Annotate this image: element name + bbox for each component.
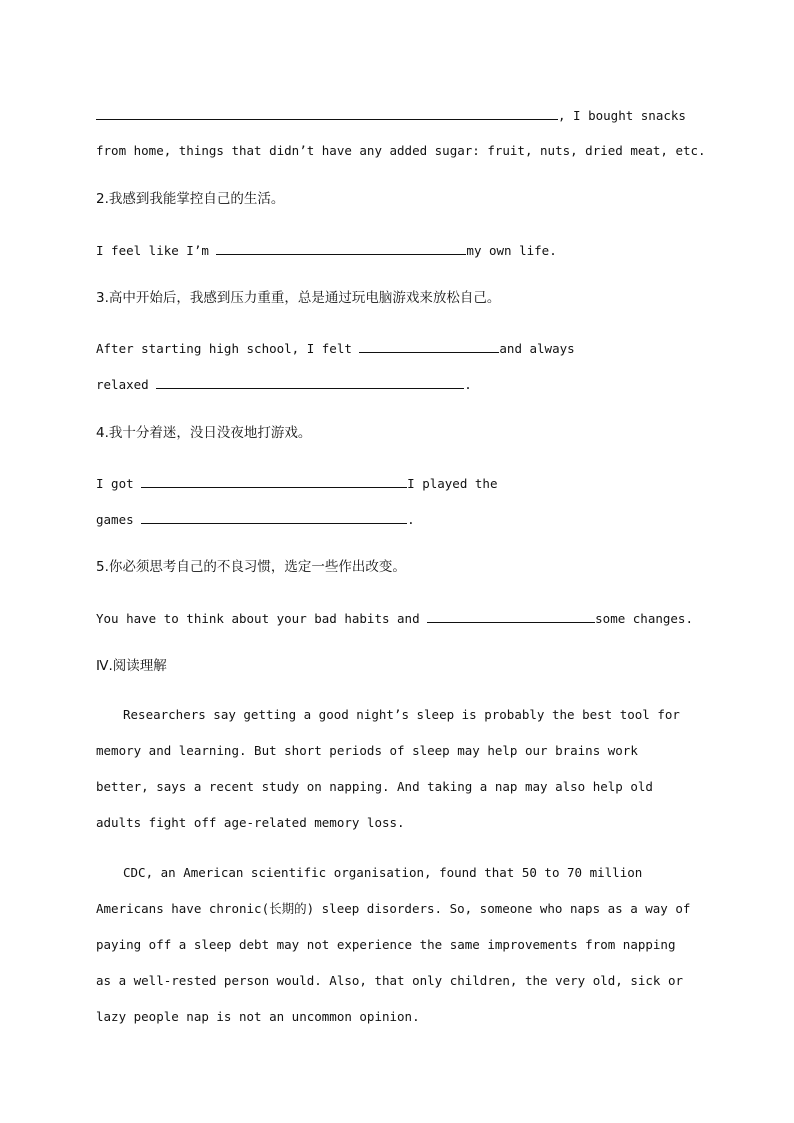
item3-line2-before: relaxed	[96, 377, 157, 392]
item2-after: my own life.	[466, 243, 557, 258]
passage-paragraph-2	[96, 855, 696, 1035]
answer-blank[interactable]	[427, 610, 595, 623]
answer-blank[interactable]	[96, 107, 558, 120]
item5-before: You have to think about your bad habits and	[96, 611, 428, 626]
answer-blank[interactable]	[141, 475, 407, 488]
item3-sentence-line1	[96, 340, 575, 357]
answer-blank[interactable]	[216, 242, 466, 255]
item4-sentence-line2	[96, 511, 415, 528]
item4-prompt: 4.我十分着迷，没日没夜地打游戏。	[96, 425, 312, 441]
item1-line2: from home, things that didn’t have any added sugar: fruit, nuts, dried meat, etc.	[96, 143, 706, 158]
item3-after: and always	[499, 341, 575, 356]
item3-line2-after: .	[464, 377, 472, 392]
passage-paragraph-1	[96, 697, 696, 841]
answer-blank[interactable]	[359, 340, 499, 353]
passage-paragraph-2-text: CDC, an American scientific organisation, found that 50 to 70 million Americans have chronic(长期的) sleep disorders. So, someone who naps as a way of paying off a sleep debt may not experience the same improvements from napping as a well-rested person would. Also, that only children, the very old, sick or lazy people nap is not an uncommon opinion.	[96, 865, 691, 1024]
answer-blank[interactable]	[141, 511, 407, 524]
passage-paragraph-1-text: Researchers say getting a good night’s sleep is probably the best tool for memory and learning. But short periods of sleep may help our brains work better, says a recent study on napping. And taking a nap may also help old adults fight off age-related memory loss.	[96, 707, 680, 830]
item5-sentence	[96, 610, 693, 627]
item3-before: After starting high school, I felt	[96, 341, 360, 356]
item4-before: I got	[96, 476, 142, 491]
item2-prompt: 2.我感到我能掌控自己的生活。	[96, 191, 285, 207]
item4-after: I played the	[407, 476, 498, 491]
section-heading: Ⅳ.阅读理解	[96, 658, 167, 674]
answer-blank[interactable]	[156, 376, 464, 389]
item4-line2-after: .	[407, 512, 415, 527]
item3-prompt: 3.高中开始后，我感到压力重重，总是通过玩电脑游戏来放松自己。	[96, 290, 501, 306]
item3-sentence-line2	[96, 376, 472, 393]
item2-sentence	[96, 242, 557, 259]
item1-line1	[96, 107, 686, 124]
item4-sentence-line1	[96, 475, 497, 492]
item4-line2-before: games	[96, 512, 142, 527]
item2-before: I feel like I’m	[96, 243, 217, 258]
item5-after: some changes.	[595, 611, 693, 626]
item5-prompt: 5.你必须思考自己的不良习惯，选定一些作出改变。	[96, 559, 406, 575]
item1-line1-tail: , I bought snacks	[558, 108, 686, 123]
